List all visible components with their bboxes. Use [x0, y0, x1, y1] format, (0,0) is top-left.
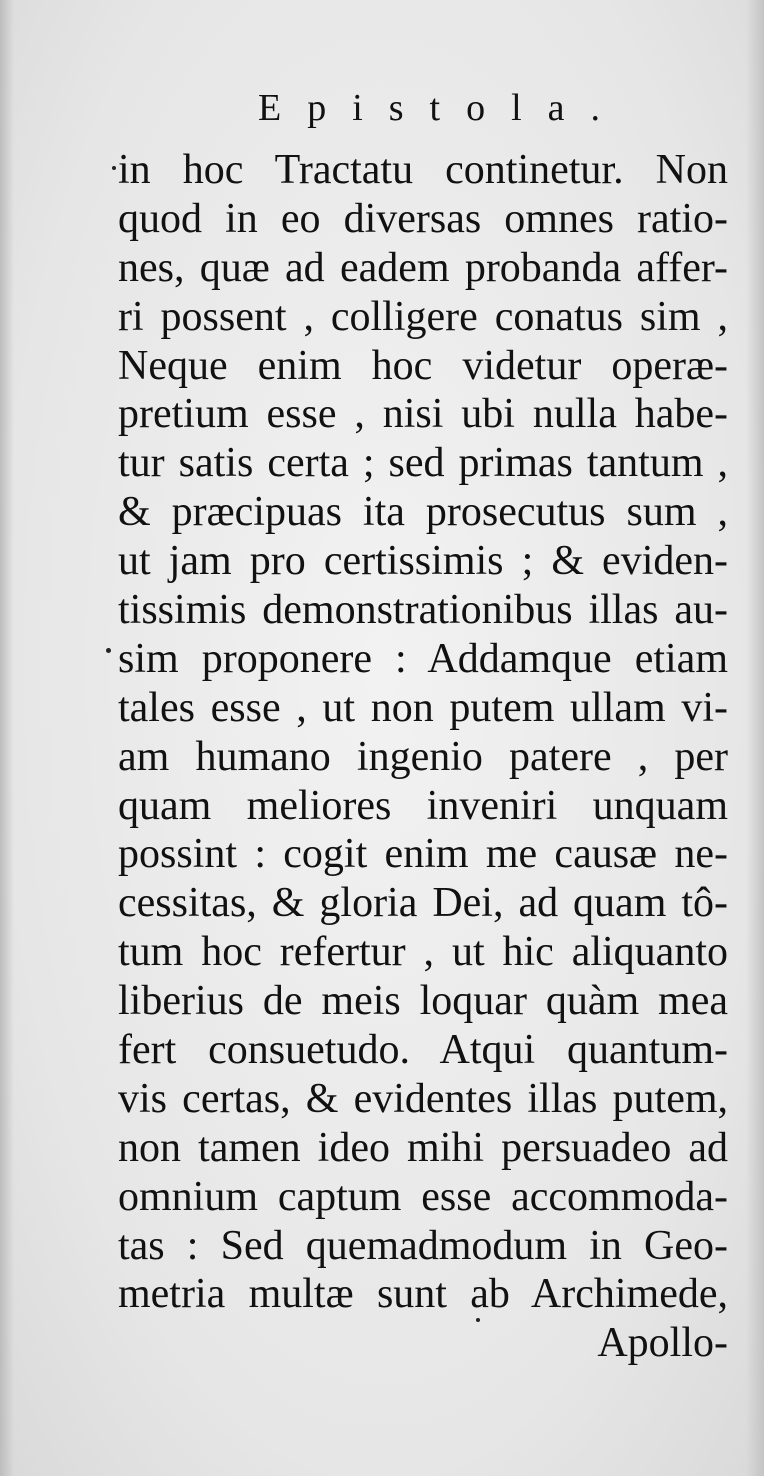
text-line: tales esse , ut non putem ullam vi-: [118, 684, 728, 731]
ink-speck: [112, 166, 116, 170]
text-line: sim proponere : Addamque etiam: [118, 635, 728, 682]
text-line: am humano ingenio patere , per: [118, 733, 728, 780]
text-line: quod in eo diversas omnes ratio-: [118, 195, 728, 242]
text-line: tas : Sed quemadmodum in Geo-: [118, 1222, 728, 1269]
text-line: liberius de meis loquar quàm mea: [118, 978, 728, 1025]
catchword: Apollo-: [597, 1320, 728, 1367]
text-line: & præcipuas ita prosecutus sum ,: [118, 489, 728, 536]
ink-speck: [106, 648, 111, 653]
text-line: quam meliores inveniri unquam: [118, 782, 728, 829]
text-line: metria multæ sunt ab Archimede,: [118, 1271, 728, 1318]
text-line: vis certas, & evidentes illas putem,: [118, 1075, 728, 1122]
text-line: pretium esse , nisi ubi nulla habe-: [118, 391, 728, 438]
page-edge-shadow-right: [746, 0, 764, 1476]
text-line: possint : cogit enim me causæ ne-: [118, 831, 728, 878]
text-line: non tamen ideo mihi persuadeo ad: [118, 1124, 728, 1171]
text-line: omnium captum esse accommoda-: [118, 1173, 728, 1220]
text-line: cessitas, & gloria Dei, ad quam tô-: [118, 880, 728, 927]
text-line: fert consuetudo. Atqui quantum-: [118, 1027, 728, 1074]
text-line: ri possent , colligere conatus sim ,: [118, 293, 728, 340]
text-line: Neque enim hoc videtur operæ-: [118, 342, 728, 389]
text-line: tum hoc refertur , ut hic aliquanto: [118, 929, 728, 976]
body-text: [118, 146, 728, 1368]
text-line: in hoc Tractatu continetur. Non: [118, 147, 728, 193]
text-line: ut jam pro certissimis ; & eviden-: [118, 538, 728, 585]
text-line: tur satis certa ; sed primas tantum ,: [118, 440, 728, 487]
text-line: tissimis demonstrationibus illas au-: [118, 587, 728, 634]
text-line: nes, quæ ad eadem probanda affer-: [118, 244, 728, 291]
running-head: Epistola.: [258, 87, 627, 129]
ink-speck: [476, 1318, 480, 1322]
page-edge-shadow-left: [0, 0, 14, 1476]
